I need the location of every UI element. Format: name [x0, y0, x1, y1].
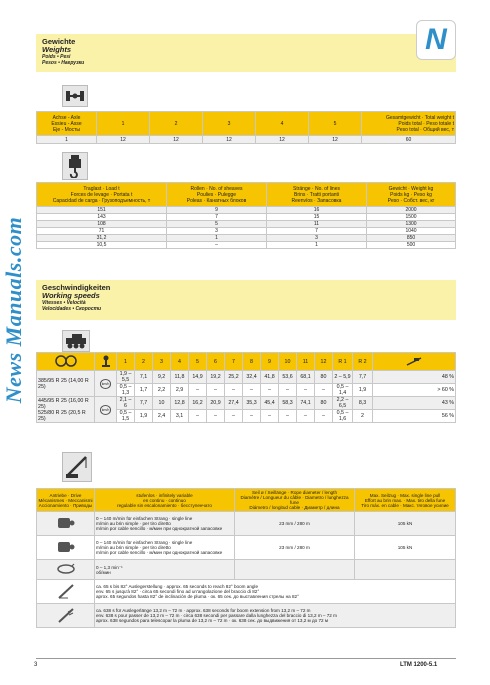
table-row [37, 604, 456, 628]
sheaves-cell: – [167, 242, 267, 249]
speeds-subtitle: Working speeds [42, 291, 100, 300]
gear-header: 7 [225, 353, 243, 371]
speed-cell: 12,8 [171, 397, 189, 410]
speed-cell: 7,1 [135, 371, 153, 384]
grade-cell: 43 % [373, 397, 456, 410]
speed-cell: 7,7 [135, 397, 153, 410]
speed-cell: 2,2 [153, 384, 171, 397]
gear-header: 4 [171, 353, 189, 371]
sheaves-cell: 3 [167, 228, 267, 235]
winch-1-icon [56, 516, 76, 530]
speed-cell: – [297, 410, 315, 423]
weight-cell: 500 [367, 242, 456, 249]
speed-cell: – [315, 384, 333, 397]
pull-cell: 105 kN [355, 512, 456, 536]
winch-2-icon [56, 540, 76, 554]
axle-icon [62, 85, 88, 107]
drives-table [36, 488, 456, 628]
speed-unit: km/h [100, 405, 112, 415]
rope-cell [235, 560, 355, 580]
axle-weights-table [36, 111, 456, 144]
weights-line3: Poids • Pesi [42, 54, 71, 60]
lines-cell: 15 [267, 214, 367, 221]
speed-cell: – [207, 410, 225, 423]
speed-cell: 1,7 [135, 384, 153, 397]
load-cell: 31,2 [37, 235, 167, 242]
unit-cell [95, 371, 117, 397]
speed-cell: 8,3 [353, 397, 373, 410]
drive-desc-text: min⁻¹ об/мин [96, 564, 123, 575]
gear-header: R 2 [353, 353, 373, 371]
axle-col-2: 2 [150, 112, 203, 136]
speed-cell: 45,4 [261, 397, 279, 410]
table-row [37, 512, 456, 536]
axle-header: Achse - Axle Essieu - Asse Eje - Мосты [37, 112, 97, 136]
gearshift-header [95, 353, 117, 371]
speed-cell: 14,9 [189, 371, 207, 384]
weights-header [36, 34, 456, 72]
load-cell: 71 [37, 228, 167, 235]
hook-block-icon [62, 152, 88, 180]
speed-cell: 68,1 [297, 371, 315, 384]
axle-col-5: 5 [309, 112, 362, 136]
gear-header: R 1 [333, 353, 353, 371]
drive-description [95, 604, 456, 628]
speed-cell: – [243, 410, 261, 423]
drive-icon-cell [37, 536, 95, 560]
speed-cell: 35,3 [243, 397, 261, 410]
speed-cell: 41,8 [261, 371, 279, 384]
table-row [37, 580, 456, 604]
model-code: LTM 1200-5.1 [400, 662, 438, 668]
lines-cell: 3 [267, 235, 367, 242]
speeds-title: Geschwindigkeiten [42, 283, 111, 292]
drive-range: 0 – 140 [96, 516, 112, 521]
gear-header: 10 [279, 353, 297, 371]
speed-cell: 2,9 [171, 384, 189, 397]
drive-icon-cell [37, 560, 95, 580]
lines-cell: 7 [267, 228, 367, 235]
speed-cell: 58,3 [279, 397, 297, 410]
speed-unit: km/h [100, 379, 112, 389]
speed-cell: 32,4 [243, 371, 261, 384]
load-header-lines: Stränge · No. of lines Brins · Tratti portanti Reenvíos · Запасовка [267, 183, 367, 207]
load-header-sheaves: Rollen · No. of sheaves Poulies · Pulegge Poleas · Канатных блоков [167, 183, 267, 207]
gear-header: 6 [207, 353, 225, 371]
speed-cell: 0,5 – 1,5 [117, 410, 135, 423]
tyre-header [37, 353, 95, 371]
speed-cell: 74,1 [297, 397, 315, 410]
speed-cell: – [207, 384, 225, 397]
speed-cell: 2,1 – 6 [117, 397, 135, 410]
grade-cell: > 60 % [373, 384, 456, 397]
newsmanuals-logo [416, 20, 456, 60]
table-row [37, 536, 456, 560]
speed-cell: – [225, 384, 243, 397]
drive-desc-text: m/min für einfachen Strang · single line m/min au brin simple · per tiro diretto m/min por cable sencillo · м/мин при однократной запасовке [96, 516, 223, 531]
drive-description [95, 560, 235, 580]
drive-description [95, 512, 235, 536]
speed-cell: 2,4 [153, 410, 171, 423]
gear-header: 12 [315, 353, 333, 371]
table-row [37, 228, 456, 235]
speed-cell: 9,2 [153, 371, 171, 384]
sheaves-cell: 1 [167, 235, 267, 242]
load-cell: 151 [37, 207, 167, 214]
axle-row-load: 1 [37, 136, 97, 144]
speed-cell: 7,7 [353, 371, 373, 384]
weight-cell: 850 [367, 235, 456, 242]
gear-header: 9 [261, 353, 279, 371]
table-row [37, 560, 456, 580]
weight-cell: 2000 [367, 207, 456, 214]
speed-cell: 80 [315, 397, 333, 410]
speed-cell: 0,5 – 1,3 [117, 384, 135, 397]
crane-boom-icon [62, 452, 92, 482]
rope-cell: 23 mm / 280 m [235, 512, 355, 536]
lines-cell: 1 [267, 242, 367, 249]
speed-cell: 27,4 [225, 397, 243, 410]
gearshift-icon [101, 355, 111, 367]
speeds-line4: Velocidades • Скорости [42, 306, 102, 312]
axle-value-3: 12 [203, 136, 256, 144]
gradeability-icon [406, 356, 422, 366]
speeds-header [36, 280, 456, 320]
speed-cell: 1,9 [353, 384, 373, 397]
luffing-icon [56, 582, 76, 600]
tyre-icon [55, 355, 77, 367]
table-row [37, 371, 456, 384]
table-row [37, 242, 456, 249]
drive-description [95, 580, 456, 604]
telescoping-icon [56, 606, 76, 624]
speed-cell: – [297, 384, 315, 397]
lines-cell: 16 [267, 207, 367, 214]
speed-cell: 25,2 [225, 371, 243, 384]
drive-desc-text: ca. 638 s für Auslegerlänge 13,2 m – 72 m · approx. 638 seconds for boom extension from 13,2 m – 72 m env. 638 s pour passer de 13,2 m – 72 m · circa 638 secondi per passare dalla lunghezza del braccio di 13,2 m – 72 m aprox. 638 segundos para telescopar la pluma de 13,2 m – 72 m · ок. 638 сек. до выдвижения от 13,2 м до 72 м [96, 608, 337, 623]
weights-subtitle: Weights [42, 45, 72, 54]
speed-cell: 11,8 [171, 371, 189, 384]
unit-cell [95, 397, 117, 423]
sheaves-cell: 7 [167, 214, 267, 221]
drive-range: 0 – 1,3 [96, 564, 111, 570]
axle-value-5: 12 [309, 136, 362, 144]
drive-icon-cell [37, 580, 95, 604]
pull-cell: 105 kN [355, 536, 456, 560]
gear-header: 8 [243, 353, 261, 371]
speed-cell: – [261, 384, 279, 397]
drive-desc-text: m/min für einfachen Strang · single line m/min au brin simple · per tiro diretto m/min por cable sencillo · м/мин при однократной запасовке [96, 540, 223, 555]
load-table [36, 182, 456, 249]
speed-cell: – [261, 410, 279, 423]
table-row [37, 221, 456, 228]
weights-line4: Pesos • Нагрузки [42, 60, 85, 66]
speed-cell: 1,9 [135, 410, 153, 423]
table-row [37, 397, 456, 410]
drive-icon-cell [37, 604, 95, 628]
gear-header: 11 [297, 353, 315, 371]
axle-value-1: 12 [97, 136, 150, 144]
gear-header: 1 [117, 353, 135, 371]
tyre-size-cell: 385/95 R 25 (14,00 R 25) [37, 371, 95, 397]
speed-cell: 16,2 [189, 397, 207, 410]
axle-col-1: 1 [97, 112, 150, 136]
rope-cell: 23 mm / 280 m [235, 536, 355, 560]
speed-cell: – [279, 410, 297, 423]
table-row [37, 235, 456, 242]
speed-cell: – [189, 410, 207, 423]
load-header-load: Traglast · Load t Forces de levage · Portata t Capacidad de carga · Грузоподъемность, т [37, 183, 167, 207]
speed-cell: – [225, 410, 243, 423]
axle-col-3: 3 [203, 112, 256, 136]
speed-cell: 19,2 [207, 371, 225, 384]
load-cell: 10,5 [37, 242, 167, 249]
axle-total-header: Gesamtgewicht · Total weight t Poids total · Peso totale t Peso total · Общий вес, т [362, 112, 456, 136]
speed-cell: 20,9 [207, 397, 225, 410]
speed-cell: 0,5 – 1,6 [333, 410, 353, 423]
speed-cell: – [243, 384, 261, 397]
table-row [37, 207, 456, 214]
pull-cell [355, 560, 456, 580]
speed-cell: 0,5 – 1,4 [333, 384, 353, 397]
grade-cell: 56 % [373, 410, 456, 423]
speed-cell: 2,2 – 6,5 [333, 397, 353, 410]
table-row [37, 214, 456, 221]
drive-header: Antriebe · Drive Mécanismes · Meccanismi Accionamiento · Приводы [37, 489, 95, 512]
weight-cell: 1500 [367, 214, 456, 221]
drive-icon-cell [37, 512, 95, 536]
speed-cell: 2 [353, 410, 373, 423]
load-cell: 108 [37, 221, 167, 228]
speed-cell: 80 [315, 371, 333, 384]
speed-cell: 53,6 [279, 371, 297, 384]
load-header-weight: Gewicht · Weight kg Poids kg · Peso kg Peso · Собст. вес, кг [367, 183, 456, 207]
gear-header: 2 [135, 353, 153, 371]
sheaves-cell: 5 [167, 221, 267, 228]
rope-header: Seil ø / Seillänge · Rope diameter / length Diamètre / Longueur du câble · Diametro / lunghezza fune Diámetro / longitud cable · Диаметр / длина [235, 489, 355, 512]
weight-cell: 1040 [367, 228, 456, 235]
speed-cell: – [315, 410, 333, 423]
pull-header: Max. Seilzug · Max. single line pull Effort au brin max. · Max. tiro della fune Tiro máx. en cable · Макс. тяговое усилие [355, 489, 456, 512]
gear-header: 3 [153, 353, 171, 371]
page-number: 3 [34, 662, 38, 668]
footer-divider [36, 658, 456, 659]
slewing-icon [56, 563, 76, 575]
crane-truck-icon [62, 330, 90, 352]
load-cell: 143 [37, 214, 167, 221]
speed-cell: 2 – 5,9 [333, 371, 353, 384]
speed-cell: 3,1 [171, 410, 189, 423]
axle-value-2: 12 [150, 136, 203, 144]
weight-cell: 1300 [367, 221, 456, 228]
grade-header [373, 353, 456, 371]
sheaves-cell: 9 [167, 207, 267, 214]
drive-description [95, 536, 235, 560]
axle-total-value: 60 [362, 136, 456, 144]
drive-range: 0 – 140 [96, 540, 112, 545]
brand-strip [0, 160, 28, 460]
tyre-size-cell: 445/95 R 25 (16,00 R 25) 525/80 R 25 (20,5 R 25) [37, 397, 95, 423]
gear-header: 5 [189, 353, 207, 371]
drive-desc-text: ca. 65 s bis 82° Auslegerstellung · approx. 65 seconds to reach 82° boom angle env. 65 s jusqu'à 82° · circa 65 secondi fino ad un'angolazione del braccio di 82° aprox. 65 segundos hasta 82° de inclinación de pluma · ок. 65 сек. до выставления стрелы на 82° [96, 584, 299, 599]
speed-cell: 10 [153, 397, 171, 410]
axle-col-4: 4 [256, 112, 309, 136]
speed-cell: – [279, 384, 297, 397]
axle-value-4: 12 [256, 136, 309, 144]
speed-cell: – [189, 384, 207, 397]
grade-cell: 48 % [373, 371, 456, 384]
speeds-table [36, 352, 456, 423]
speeds-line3: Vitesses • Velocità [42, 300, 86, 306]
logo-letter: N [425, 23, 447, 56]
lines-cell: 11 [267, 221, 367, 228]
speed-cell: 1,9 – 5,5 [117, 371, 135, 384]
weights-title: Gewichte [42, 37, 76, 46]
brand-strip-text: News Manuals.com [1, 216, 27, 404]
variable-header: stufenlos · infinitely variable en continu · continuo regulable sin escalonamiento · бесступенчато [95, 489, 235, 512]
